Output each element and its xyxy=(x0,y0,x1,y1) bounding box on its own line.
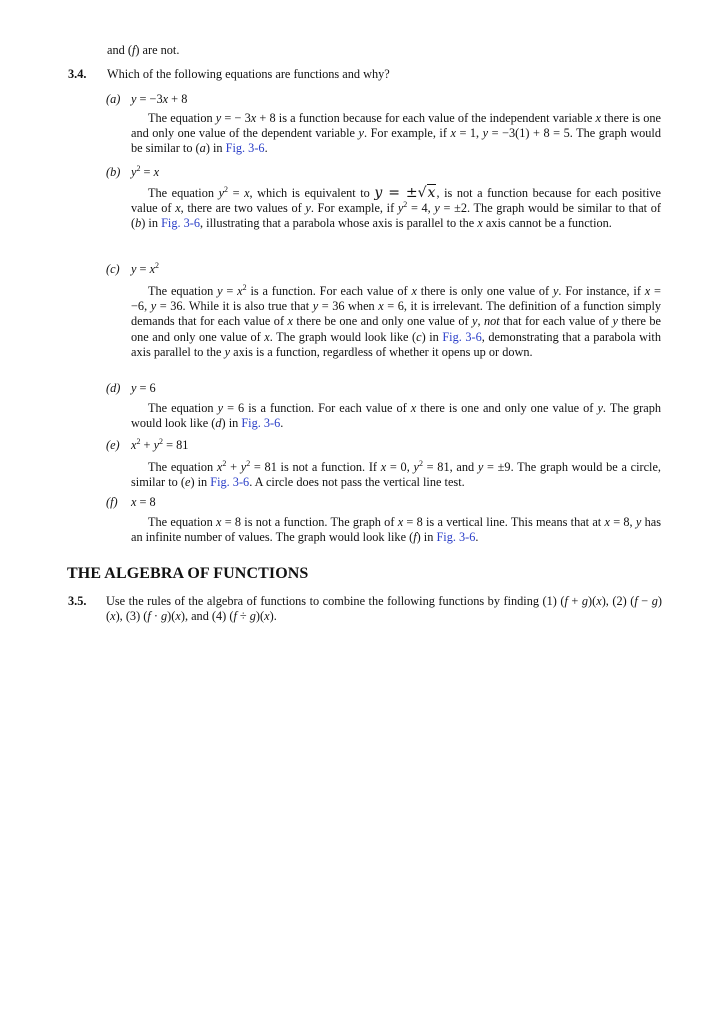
fig-3-6-link[interactable]: Fig. 3-6 xyxy=(225,141,265,156)
fig-3-6-link[interactable]: Fig. 3-6 xyxy=(161,216,201,231)
part-c-label: (c) $y = x^2$ xyxy=(106,261,160,276)
part-c-explanation: The equation $y = x^2$ is a function. For each value of x there is only one value of y. For instance, if x = −6, y = 36. While it is also true that y = 36 when x = 6, it is irrelevant. The definition of a function simply demands that for each value of x there be one and only one value of y, not that for each value of y there be one and only one value of x. The graph would look like (c) in Fig. 3-6, demonstrating that a parabola with axis parallel to the y axis is a function, regardless of whether it opens up or down. xyxy=(131,283,662,359)
fig-3-6-link[interactable]: Fig. 3-6 xyxy=(442,329,482,344)
part-f-label: (f) x = 8 xyxy=(106,495,156,509)
fig-3-6-link[interactable]: Fig. 3-6 xyxy=(210,475,250,490)
problem-number-35: 3.5. xyxy=(68,594,87,608)
intro-line: and (f) are not. xyxy=(107,43,180,57)
problem-number: 3.4. xyxy=(68,67,87,81)
part-a-explanation: The equation y = − 3x + 8 is a function because for each value of the independent variable x there is one and only one value of the dependent variable y. For example, if x = 1, y = −3(1) + 8 = 5. The graph would be similar to (a) in Fig. 3-6. xyxy=(131,111,661,156)
part-d-label: (d) y = 6 xyxy=(106,381,156,395)
section-title: THE ALGEBRA OF FUNCTIONS xyxy=(67,565,309,582)
fig-3-6-link[interactable]: Fig. 3-6 xyxy=(241,416,281,431)
part-e-label: (e) $x^2 + y^2 = 81$ xyxy=(106,437,189,452)
part-a-label: (a) y = −3x + 8 xyxy=(106,92,188,106)
part-e-explanation: The equation $x^2 + y^2 = 81$ is not a function. If x = 0, $y^2 = 81$, and y = ±9. The graph would be a circle, similar to (e) in Fig. 3-6. A circle does not pass the vertical line test. xyxy=(131,459,662,490)
part-d-explanation: The equation y = 6 is a function. For each value of x there is one and only one value of y. The graph would look like (d) in Fig. 3-6. xyxy=(131,401,661,431)
problem-35-text: Use the rules of the algebra of functions to combine the following functions by finding (1) (f + g)(x), (2) (f − g)(x), (3) (f · g)(x), and (4) (f ÷ g)(x). xyxy=(106,594,662,624)
fig-3-6-link[interactable]: Fig. 3-6 xyxy=(436,530,476,545)
part-b-explanation: The equation $y^2 = x$, which is equivalent to y = ±√x, is not a function because for each positive value of x, there are two values of y. For example, if $y^2 = 4$, y = ±2. The graph would be similar to that of (b) in Fig. 3-6, illustrating that a parabola whose axis is parallel to the x axis cannot be a function. xyxy=(131,185,661,231)
part-f-explanation: The equation x = 8 is not a function. The graph of x = 8 is a vertical line. This means that at x = 8, y has an infinite number of values. The graph would look like (f) in Fig. 3-6. xyxy=(131,515,662,545)
plus-minus-sqrt-math: y = ±√x xyxy=(374,185,436,201)
part-b-label: (b) $y^2 = x$ xyxy=(106,164,160,179)
problem-question: Which of the following equations are functions and why? xyxy=(107,67,390,81)
